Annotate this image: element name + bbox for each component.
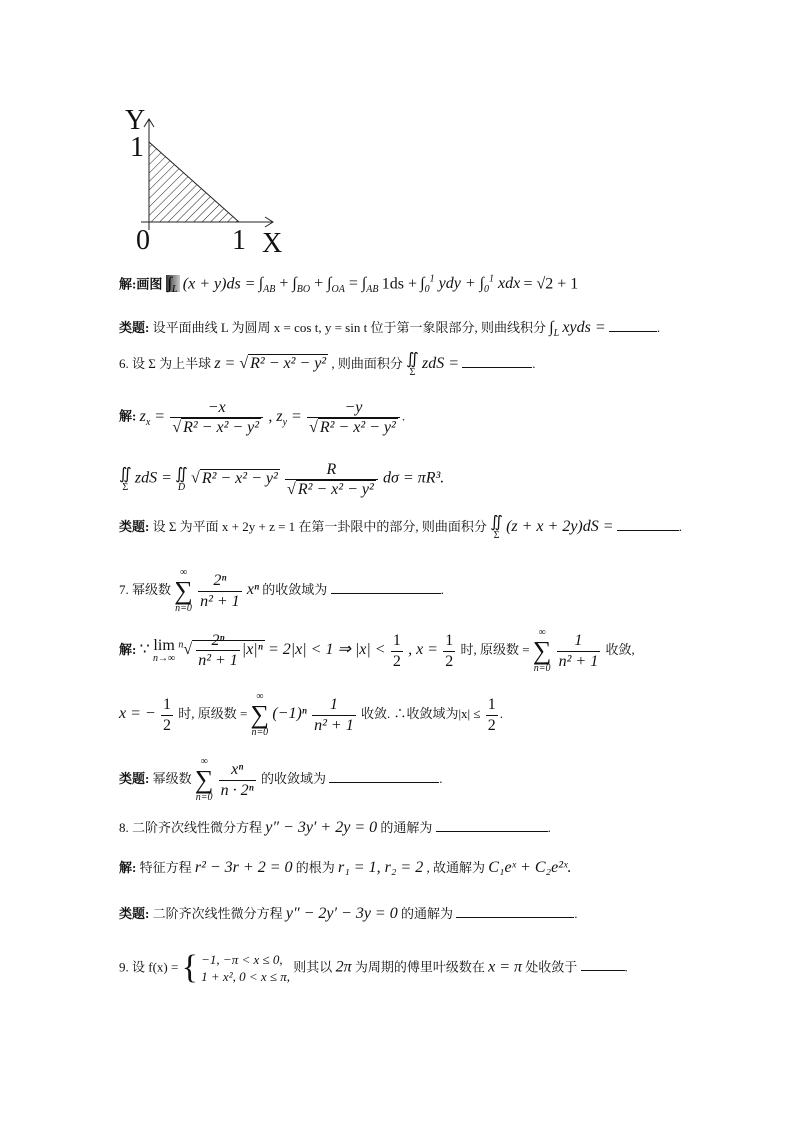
solution-7-line1: 解: ∵ lim n→∞ $^n$√ $\frac{\text{2ⁿ}}{\text{n² + 1}}$ |x|ⁿ = 2|x| < 1 ⇒ |x| < $\frac{1}{2}$ , x = $\frac{1}{2}$ 时, 原级数 = ∞ ∑ n=0 $\frac{1}{\text{n² + 1}}$ 收敛,: [119, 627, 635, 674]
q8-text: 8. 二阶齐次线性微分方程: [119, 820, 263, 835]
q6-integral: zdS =: [422, 354, 460, 372]
integral-ab: $\int_{AB} + \int_{BO} + \int_{OA} = \int_{AB}$: [258, 275, 379, 296]
solution-label: 解:: [119, 641, 137, 657]
q9-mid2: 为周期的傅里叶级数在: [354, 959, 485, 975]
q6-prefix: 6. 设 Σ 为上半球: [119, 355, 212, 371]
answer-blank: [456, 903, 574, 918]
similar-problem-6: 类题: 设 Σ 为平面 x + 2y + z = 1 在第一卦限中的部分, 则曲面积分 ∬ Σ (z + x + 2y)dS = .: [119, 514, 683, 541]
answer-blank: [609, 317, 657, 332]
q6-mid: , 则曲面积分: [331, 355, 403, 371]
similar-7-prefix: 幂级数: [152, 770, 192, 786]
answer-blank: [462, 353, 532, 368]
highlighted-integral: $\int_L$: [167, 275, 178, 296]
x-axis-label: X: [262, 228, 283, 259]
q9-case1: −1, −π < x ≤ 0,: [201, 952, 283, 968]
q8-suffix: 的通解为: [380, 820, 433, 835]
solution-8: [119, 858, 572, 877]
double-integral: ∬ Σ: [406, 351, 419, 378]
q9-period: 2π: [335, 958, 352, 976]
a8-solution: C₁eˣ + C₂e²ˣ.: [488, 859, 572, 876]
y-axis-label: Y: [125, 105, 146, 136]
a7-line2-tail: 收敛. ∴收敛域为|x| ≤: [360, 705, 481, 721]
similar-problem-8: 类题: 二阶齐次线性微分方程 y″ − 2y′ − 3y = 0 的通解为 .: [119, 905, 578, 922]
a8-text: 特征方程: [139, 860, 192, 875]
a8-tail: , 故通解为: [426, 860, 485, 875]
integral-parts: $\int_0^1$ ydy + $\int_0^1$ xdx: [420, 274, 521, 296]
question-9: 9. 设 f(x) = { −1, −π < x ≤ 0, 1 + x², 0 < x ≤ π, 则其以 2π 为周期的傅里叶级数在 x = π 处收敛于 .: [119, 949, 628, 986]
shaded-triangle: [149, 142, 239, 222]
a8-roots: r₁ = 1, r₂ = 2: [338, 859, 424, 876]
q7-suffix: 的收敛域为: [262, 581, 328, 597]
integral-rhs: 1ds +: [381, 275, 417, 293]
q8-equation: y″ − 3y′ + 2y = 0: [265, 819, 378, 836]
x-tick-label: 1: [232, 225, 246, 256]
a7-mid: = 2|x| < 1 ⇒ |x| <: [267, 640, 386, 658]
q9-mid: 则其以: [293, 959, 333, 975]
similar-6-text: 设 Σ 为平面 x + 2y + z = 1 在第一卦限中的部分, 则曲面积分: [152, 518, 487, 534]
answer-blank: [331, 579, 441, 594]
similar-label: 类题:: [119, 320, 150, 335]
a7-mid2: , x =: [408, 640, 438, 658]
similar-7-suffix: 的收敛域为: [260, 770, 326, 786]
y-tick-label: 1: [130, 132, 144, 163]
similar-8-equation: y″ − 2y′ − 3y = 0: [285, 905, 398, 922]
origin-label: 0: [136, 225, 150, 256]
similar-problem-7: 类题: 幂级数 ∞ ∑ n=0 $\frac{\text{xⁿ}}{\text{n · 2ⁿ}}$ 的收敛域为 .: [119, 756, 443, 803]
a7-line2-mid: 时, 原级数 =: [178, 705, 248, 721]
solution-label: 解:: [119, 408, 137, 424]
solution-5: [119, 274, 578, 297]
q9-prefix: 9. 设 f(x) =: [119, 959, 179, 975]
a6-result: dσ = πR³.: [383, 469, 445, 487]
solution-label: 解:画图: [119, 276, 163, 292]
a8-equation: r² − 3r + 2 = 0: [194, 859, 293, 876]
solution-6-line1: 解: $z_x$ = $\frac{-x}{\text{√ R² − x² − y²}}$ , $z_y$ = $\frac{-y}{\text{√ R² − x² − y²}}$ .: [119, 399, 406, 437]
similar-label: 类题:: [119, 518, 150, 534]
similar-label: 类题:: [119, 770, 150, 786]
similar-problem-5: 类题: 设平面曲线 L 为圆周 x = cos t, y = sin t 位于第一象限部分, 则曲线积分 $\int_L$ xyds = .: [119, 319, 661, 340]
question-6: 6. 设 Σ 为上半球 z = √ R² − x² − y² , 则曲面积分 ∬ Σ zdS = .: [119, 351, 536, 378]
a8-mid: 的根为: [295, 860, 335, 875]
q9-point: x = π: [488, 958, 523, 976]
solution-6-line2: ∬ Σ zdS = ∬ D √ R² − x² − y² $\frac{R}{\text{√ R² − x² − y²}}$ dσ = πR³.: [119, 461, 445, 499]
answer-blank: [329, 768, 439, 783]
q9-suffix: 处收敛于: [525, 959, 578, 975]
q9-case2: 1 + x², 0 < x ≤ π,: [201, 969, 291, 985]
similar-6-integral: (z + x + 2y)dS =: [506, 517, 614, 535]
similar-8-text: 二阶齐次线性微分方程: [152, 906, 283, 921]
similar-5-text: 设平面曲线 L 为圆周 x = cos t, y = sin t 位于第一象限部分, 则曲线积分: [152, 320, 546, 335]
integral-body: (x + y)ds =: [182, 275, 256, 293]
similar-8-suffix: 的通解为: [400, 906, 453, 921]
a7-line2-prefix: x = −: [119, 704, 156, 722]
solution-label: 解:: [119, 860, 137, 875]
integral-result: = √2 + 1: [523, 275, 579, 293]
question-7: 7. 幂级数 ∞ ∑ n=0 $\frac{\text{2ⁿ}}{\text{n² + 1}}$ xⁿ 的收敛域为 .: [119, 567, 444, 614]
q7-prefix: 7. 幂级数: [119, 581, 172, 597]
similar-5-integral: xyds =: [562, 319, 606, 336]
answer-blank: [436, 817, 548, 832]
solution-7-line2: x = − $\frac{1}{2}$ 时, 原级数 = ∞ ∑ n=0 (−1)ⁿ $\frac{1}{\text{n² + 1}}$ 收敛. ∴收敛域为|x| ≤ $\frac{1}{2}$ .: [119, 691, 504, 738]
a7-converge: 收敛,: [605, 641, 635, 657]
similar-label: 类题:: [119, 906, 150, 921]
answer-blank: [581, 956, 625, 971]
answer-blank: [617, 516, 679, 531]
a7-mid3: 时, 原级数 =: [460, 641, 530, 657]
question-8: 8. 二阶齐次线性微分方程 y″ − 3y′ + 2y = 0 的通解为 .: [119, 819, 551, 836]
